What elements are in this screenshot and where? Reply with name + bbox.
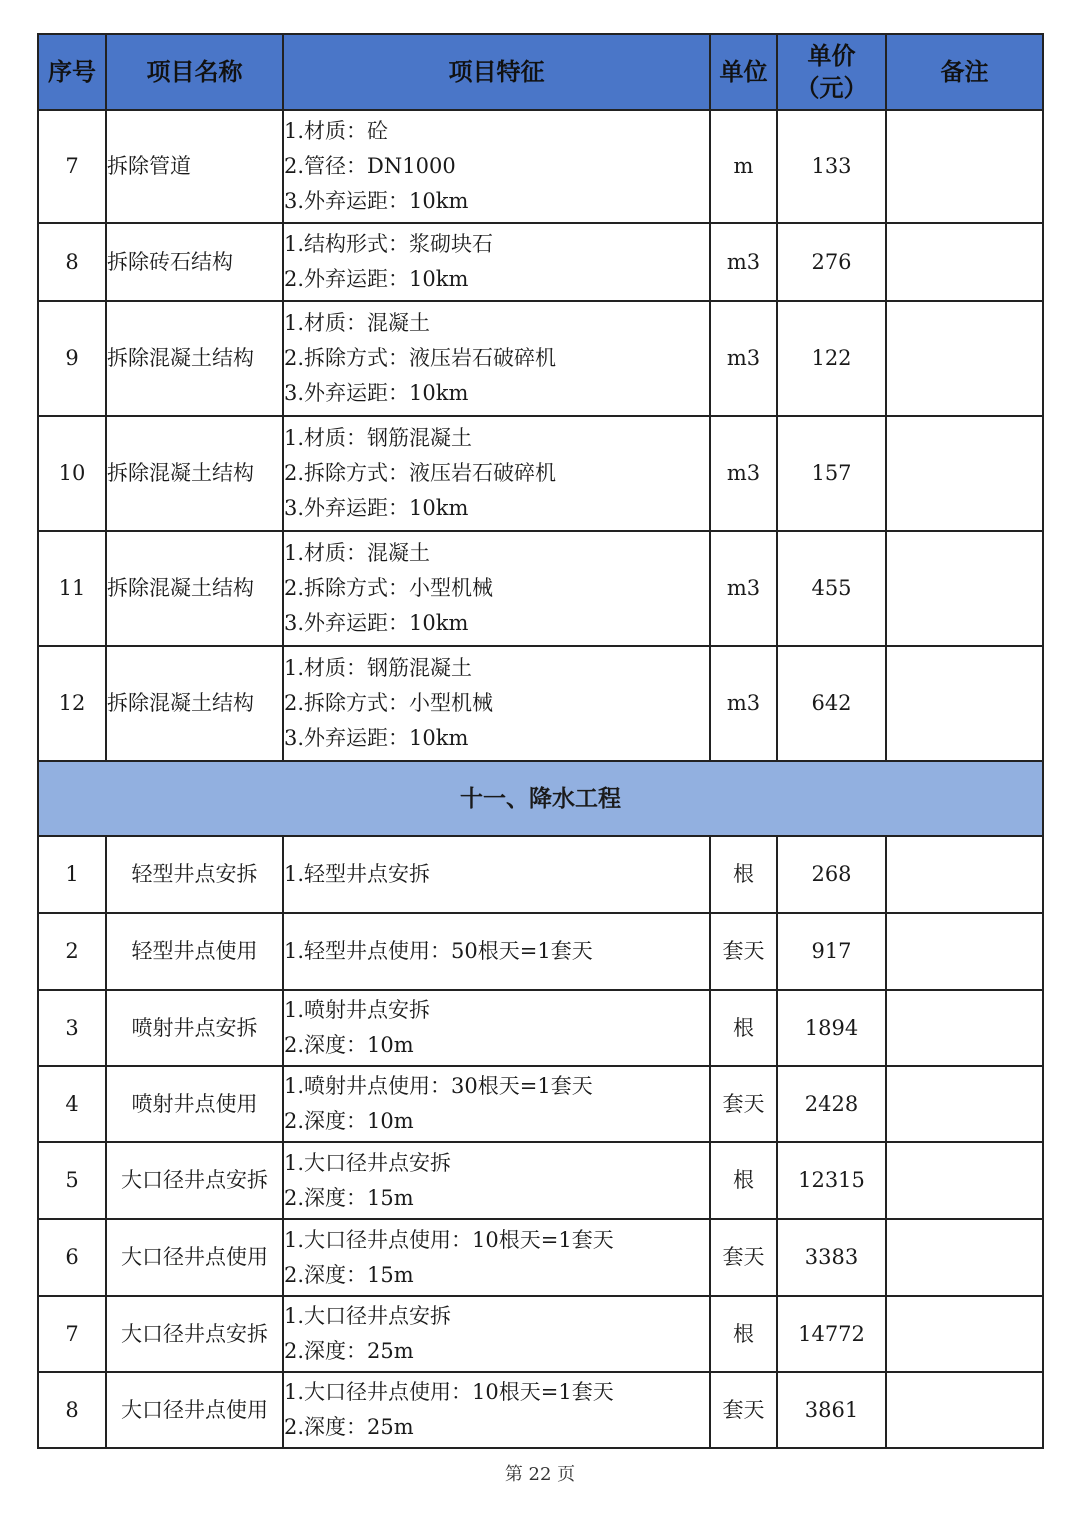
table-row bbox=[38, 223, 1043, 301]
row-number: 10 bbox=[38, 416, 106, 531]
row-price: 455 bbox=[777, 531, 886, 646]
feature-line: 2.深度：10m bbox=[284, 1033, 414, 1057]
row-name: 拆除砖石结构 bbox=[106, 223, 283, 301]
row-price: 133 bbox=[777, 110, 886, 223]
feature-line: 2.拆除方式：小型机械 bbox=[284, 576, 494, 600]
row-price: 1894 bbox=[777, 990, 886, 1066]
row-name: 轻型井点使用 bbox=[106, 913, 283, 990]
feature-line: 2.拆除方式：液压岩石破碎机 bbox=[284, 461, 557, 485]
row-name: 大口径井点使用 bbox=[106, 1219, 283, 1296]
row-features bbox=[283, 416, 710, 531]
table-row bbox=[38, 531, 1043, 646]
row-price: 157 bbox=[777, 416, 886, 531]
feature-line: 1.大口径井点安拆 bbox=[284, 1304, 452, 1328]
feature-line: 2.深度：25m bbox=[284, 1415, 414, 1439]
row-remark bbox=[886, 301, 1043, 416]
row-price: 12315 bbox=[777, 1142, 886, 1219]
header-price-line2: （元） bbox=[795, 73, 868, 102]
row-unit: m3 bbox=[710, 531, 777, 646]
feature-line: 2.管径：DN1000 bbox=[284, 154, 456, 178]
feature-line: 1.结构形式：浆砌块石 bbox=[284, 232, 494, 256]
feature-line: 3.外弃运距：10km bbox=[284, 189, 469, 213]
row-features bbox=[283, 301, 710, 416]
row-name: 拆除混凝土结构 bbox=[106, 301, 283, 416]
row-features bbox=[283, 531, 710, 646]
row-unit: 根 bbox=[710, 990, 777, 1066]
row-number: 3 bbox=[38, 990, 106, 1066]
feature-line: 1.大口径井点使用：10根天=1套天 bbox=[284, 1227, 614, 1252]
row-number: 4 bbox=[38, 1066, 106, 1142]
header-name: 项目名称 bbox=[106, 34, 283, 110]
row-price: 276 bbox=[777, 223, 886, 301]
table-body-section bbox=[38, 761, 1043, 836]
header-price-line1: 单价 bbox=[807, 41, 856, 70]
feature-line: 1.喷射井点安拆 bbox=[284, 998, 431, 1022]
row-price: 268 bbox=[777, 836, 886, 913]
table-row bbox=[38, 416, 1043, 531]
table-row bbox=[38, 1372, 1043, 1448]
feature-line: 2.拆除方式：小型机械 bbox=[284, 691, 494, 715]
row-features bbox=[283, 646, 710, 761]
row-remark bbox=[886, 416, 1043, 531]
feature-line: 2.深度：10m bbox=[284, 1109, 414, 1133]
feature-line: 2.外弃运距：10km bbox=[284, 267, 469, 291]
row-unit: 根 bbox=[710, 1142, 777, 1219]
table-row bbox=[38, 1066, 1043, 1142]
table-row bbox=[38, 646, 1043, 761]
header-no: 序号 bbox=[38, 34, 106, 110]
row-unit: m3 bbox=[710, 223, 777, 301]
row-features bbox=[283, 913, 710, 990]
table-row bbox=[38, 301, 1043, 416]
table-row bbox=[38, 913, 1043, 990]
row-features bbox=[283, 110, 710, 223]
row-name: 拆除管道 bbox=[106, 110, 283, 223]
row-name: 拆除混凝土结构 bbox=[106, 646, 283, 761]
row-number: 8 bbox=[38, 1372, 106, 1448]
feature-line: 1.材质：钢筋混凝土 bbox=[284, 656, 473, 680]
row-number: 11 bbox=[38, 531, 106, 646]
feature-line: 3.外弃运距：10km bbox=[284, 496, 469, 520]
row-number: 12 bbox=[38, 646, 106, 761]
row-unit: m3 bbox=[710, 301, 777, 416]
table-row bbox=[38, 1296, 1043, 1372]
row-name: 喷射井点使用 bbox=[106, 1066, 283, 1142]
table-row bbox=[38, 836, 1043, 913]
row-number: 8 bbox=[38, 223, 106, 301]
row-features bbox=[283, 836, 710, 913]
row-unit: 根 bbox=[710, 1296, 777, 1372]
row-price: 642 bbox=[777, 646, 886, 761]
row-features bbox=[283, 1142, 710, 1219]
row-remark bbox=[886, 1219, 1043, 1296]
row-price: 3861 bbox=[777, 1372, 886, 1448]
row-unit: 套天 bbox=[710, 913, 777, 990]
feature-line: 3.外弃运距：10km bbox=[284, 381, 469, 405]
row-name: 拆除混凝土结构 bbox=[106, 531, 283, 646]
row-remark bbox=[886, 1372, 1043, 1448]
feature-line: 1.轻型井点安拆 bbox=[284, 862, 431, 886]
row-price: 917 bbox=[777, 913, 886, 990]
feature-line: 3.外弃运距：10km bbox=[284, 611, 469, 635]
row-unit: 套天 bbox=[710, 1219, 777, 1296]
row-remark bbox=[886, 646, 1043, 761]
table-row bbox=[38, 1219, 1043, 1296]
header-features: 项目特征 bbox=[283, 34, 710, 110]
table-row bbox=[38, 1142, 1043, 1219]
row-features bbox=[283, 1372, 710, 1448]
row-number: 7 bbox=[38, 1296, 106, 1372]
header-unit: 单位 bbox=[710, 34, 777, 110]
row-remark bbox=[886, 1066, 1043, 1142]
row-remark bbox=[886, 913, 1043, 990]
feature-line: 1.材质：钢筋混凝土 bbox=[284, 426, 473, 450]
row-features bbox=[283, 1066, 710, 1142]
section-row bbox=[38, 761, 1043, 836]
row-unit: m bbox=[710, 110, 777, 223]
header-price bbox=[777, 34, 886, 110]
feature-line: 1.轻型井点使用：50根天=1套天 bbox=[284, 939, 593, 963]
row-remark bbox=[886, 1142, 1043, 1219]
price-table bbox=[37, 33, 1044, 1449]
row-name: 轻型井点安拆 bbox=[106, 836, 283, 913]
table-row bbox=[38, 990, 1043, 1066]
row-number: 5 bbox=[38, 1142, 106, 1219]
feature-line: 1.材质：混凝土 bbox=[284, 311, 431, 335]
row-unit: 根 bbox=[710, 836, 777, 913]
row-unit: 套天 bbox=[710, 1066, 777, 1142]
row-features bbox=[283, 990, 710, 1066]
row-name: 大口径井点安拆 bbox=[106, 1296, 283, 1372]
page-number: 第 22 页 bbox=[504, 1464, 576, 1485]
feature-line: 1.喷射井点使用：30根天=1套天 bbox=[284, 1074, 593, 1098]
feature-line: 2.深度：15m bbox=[284, 1262, 414, 1287]
row-features bbox=[283, 1219, 710, 1296]
row-remark bbox=[886, 1296, 1043, 1372]
feature-line: 2.深度：25m bbox=[284, 1339, 414, 1363]
row-name: 大口径井点使用 bbox=[106, 1372, 283, 1448]
row-unit: 套天 bbox=[710, 1372, 777, 1448]
feature-line: 1.材质：混凝土 bbox=[284, 541, 431, 565]
feature-line: 2.拆除方式：液压岩石破碎机 bbox=[284, 346, 557, 370]
row-price: 122 bbox=[777, 301, 886, 416]
feature-line: 1.大口径井点安拆 bbox=[284, 1150, 452, 1175]
feature-line: 1.材质：砼 bbox=[284, 119, 389, 143]
header-remark: 备注 bbox=[886, 34, 1043, 110]
row-remark bbox=[886, 110, 1043, 223]
row-price: 3383 bbox=[777, 1219, 886, 1296]
feature-line: 3.外弃运距：10km bbox=[284, 726, 469, 750]
row-number: 1 bbox=[38, 836, 106, 913]
row-number: 9 bbox=[38, 301, 106, 416]
row-name: 拆除混凝土结构 bbox=[106, 416, 283, 531]
feature-line: 1.大口径井点使用：10根天=1套天 bbox=[284, 1380, 614, 1404]
section-title: 十一、降水工程 bbox=[38, 761, 1043, 836]
feature-line: 2.深度：15m bbox=[284, 1185, 414, 1210]
row-price: 14772 bbox=[777, 1296, 886, 1372]
row-remark bbox=[886, 223, 1043, 301]
row-features bbox=[283, 223, 710, 301]
table-row bbox=[38, 110, 1043, 223]
table-body-dewatering bbox=[38, 836, 1043, 1448]
row-number: 7 bbox=[38, 110, 106, 223]
table-body-demolition bbox=[38, 110, 1043, 761]
row-number: 2 bbox=[38, 913, 106, 990]
row-unit: m3 bbox=[710, 646, 777, 761]
row-name: 大口径井点安拆 bbox=[106, 1142, 283, 1219]
table-header-row bbox=[38, 34, 1043, 110]
row-features bbox=[283, 1296, 710, 1372]
row-price: 2428 bbox=[777, 1066, 886, 1142]
row-number: 6 bbox=[38, 1219, 106, 1296]
row-unit: m3 bbox=[710, 416, 777, 531]
row-remark bbox=[886, 990, 1043, 1066]
row-remark bbox=[886, 531, 1043, 646]
row-remark bbox=[886, 836, 1043, 913]
row-name: 喷射井点安拆 bbox=[106, 990, 283, 1066]
